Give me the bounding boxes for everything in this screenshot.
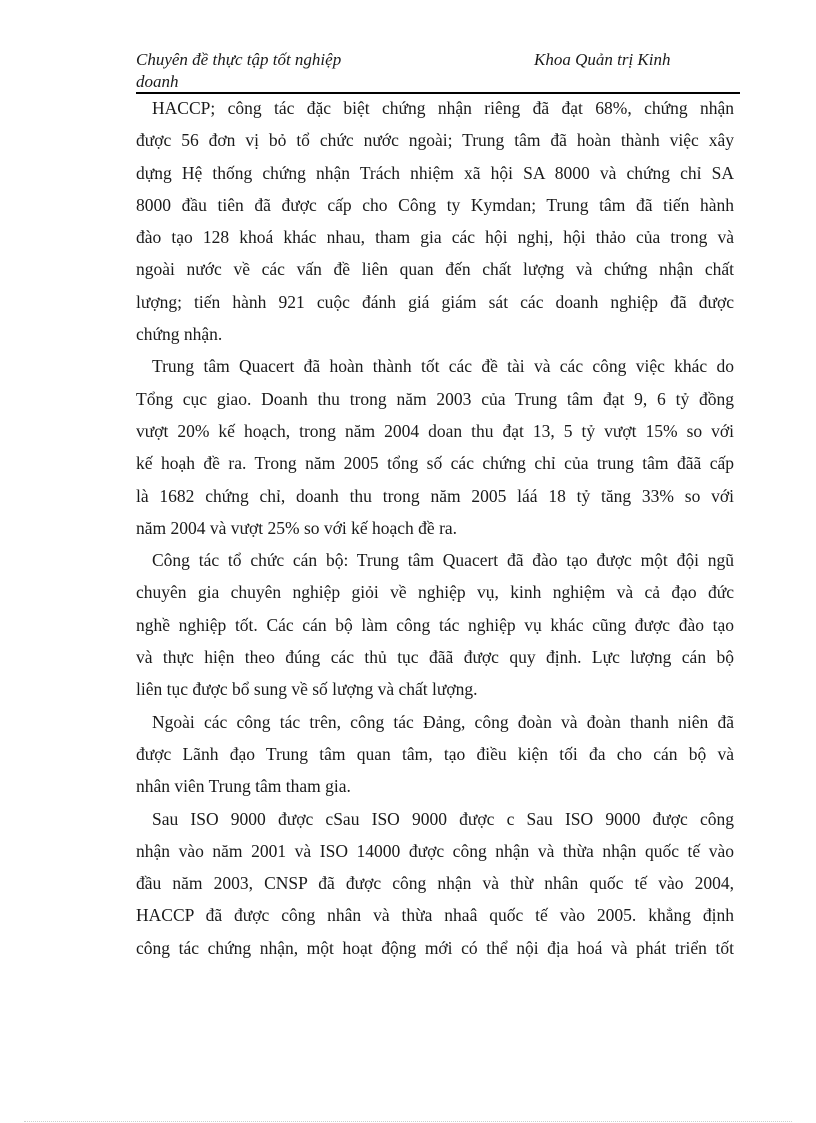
text-line: được 56 đơn vị bỏ tổ chức nước ngoài; Trung tâm đã hoàn thành việc xây [136,130,734,151]
paragraph-2 [136,350,734,544]
text-line: HACCP; công tác đặc biệt chứng nhận riêng đã đạt 68%, chứng nhận [152,98,734,118]
text-line: năm 2004 và vượt 25% so với kế hoạch đề ra. [136,517,458,538]
text-line: nghề nghiệp tốt. Các cán bộ làm công tác nghiệp vụ khác cũng được đào tạo [136,614,734,635]
header-left [136,49,386,93]
text-line: và thực hiện theo đúng các thủ tục đãã được quy định. Lực lượng cán bộ [136,647,734,668]
header-left-line1: Chuyên đề thực tập tốt nghiệp [136,50,342,69]
text-line: liên tục được bổ sung về số lượng và chất lượng. [136,679,478,700]
header-left-line2: doanh [136,72,179,91]
text-line: là 1682 chứng chỉ, doanh thu trong năm 2005 láá 18 tỷ tăng 33% so với [136,485,734,506]
text-line: Trung tâm Quacert đã hoàn thành tốt các đề tài và các công việc khác do [152,356,734,377]
paragraph-1 [136,92,734,350]
text-line: được Lãnh đạo Trung tâm quan tâm, tạo điều kiện tối đa cho cán bộ và [136,743,734,764]
text-line: nhận vào năm 2001 và ISO 14000 được công nhận và thừa nhận quốc tế vào [136,840,734,861]
text-line: Tổng cục giao. Doanh thu trong năm 2003 của Trung tâm đạt 9, 6 tỷ đồng [136,388,734,409]
text-line: đầu năm 2003, CNSP đã được công nhận và thừ nhân quốc tế vào 2004, [136,873,734,894]
document-body [136,92,734,964]
paragraph-3 [136,544,734,705]
paragraph-4 [136,706,734,803]
text-line: Ngoài các công tác trên, công tác Đảng, công đoàn và đoàn thanh niên đã [152,711,734,732]
text-line: chuyên gia chuyên nghiệp giỏi về nghiệp vụ, kinh nghiệm và cả đạo đức [136,582,734,603]
text-line: nhân viên Trung tâm tham gia. [136,776,351,797]
text-line: vượt 20% kế hoạch, trong năm 2004 doan thu đạt 13, 5 tỷ vượt 15% so với [136,420,734,441]
text-line: dựng Hệ thống chứng nhận Trách nhiệm xã hội SA 8000 và chứng chỉ SA [136,162,734,183]
text-line: kế hoạh đề ra. Trong năm 2005 tổng số các chứng chỉ của trung tâm đãã cấp [136,453,734,474]
text-line: HACCP đã được công nhân và thừa nhaâ quốc tế vào 2005. khẳng định [136,905,734,926]
header-right: Khoa Quản trị Kinh [534,50,671,69]
text-line: Công tác tổ chức cán bộ: Trung tâm Quacert đã đào tạo được một đội ngũ [152,550,734,571]
text-line: 8000 đầu tiên đã được cấp cho Công ty Kymdan; Trung tâm đã tiến hành [136,194,734,215]
text-line: công tác chứng nhận, một hoạt động mới có thể nội địa hoá và phát triển tốt [136,937,734,958]
text-line: lượng; tiến hành 921 cuộc đánh giá giám sát các doanh nghiệp đã được [136,291,734,312]
text-line: ngoài nước về các vấn đề liên quan đến chất lượng và chứng nhận chất [136,259,734,280]
text-line: đào tạo 128 khoá khác nhau, tham gia các hội nghị, hội thảo của trong và [136,227,734,248]
paragraph-5 [136,803,734,964]
page-bottom-border [24,1121,792,1122]
text-line: Sau ISO 9000 được cSau ISO 9000 được c Sau ISO 9000 được công [152,808,734,829]
text-line: chứng nhận. [136,324,223,345]
